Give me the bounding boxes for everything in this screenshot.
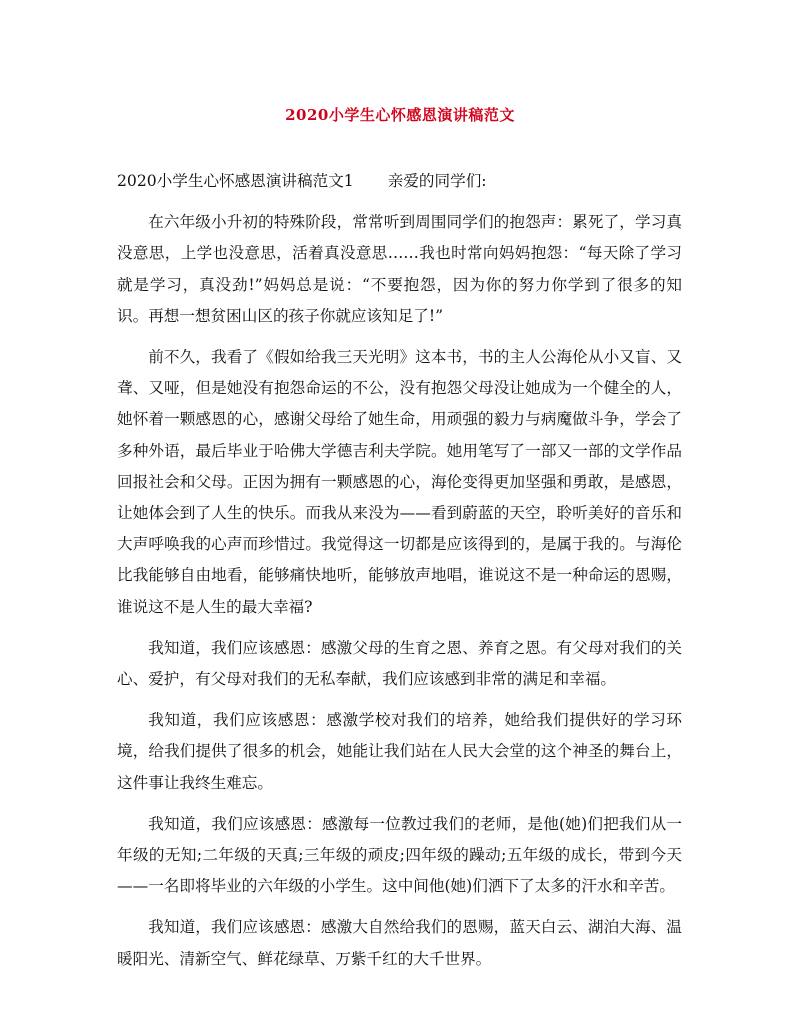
paragraph: 我知道，我们应该感恩：感激父母的生育之恩、养育之恩。有父母对我们的关心、爱护，有父母对我们的无私奉献，我们应该感到非常的满足和幸福。 [117, 638, 682, 689]
paragraph: 我知道，我们应该感恩：感激学校对我们的培养，她给我们提供好的学习环境，给我们提供了很多的机会，她能让我们站在人民大会堂的这个神圣的舞台上，这件事让我终生难忘。 [117, 711, 682, 792]
paragraph: 前不久，我看了《假如给我三天光明》这本书，书的主人公海伦从小又盲、又聋、又哑，但是她没有抱怨命运的不公，没有抱怨父母没让她成为一个健全的人，她怀着一颗感恩的心，感谢父母给了她生命，用顽强的毅力与病魔做斗争，学会了多种外语，最后毕业于哈佛大学德吉利夫学院。她用笔写了一部又一部的文学作品回报社会和父母。正因为拥有一颗感恩的心，海伦变得更加坚强和勇敢，是感恩，让她体会到了人生的快乐。而我从来没为——看到蔚蓝的天空，聆听美好的音乐和大声呼唤我的心声而珍惜过。我觉得这一切都是应该得到的，是属于我的。与海伦比我能够自由地看，能够痛快地听，能够放声地唱，谁说这不是一种命运的恩赐，谁说这不是人生的最大幸福? [117, 348, 682, 616]
document-body [117, 166, 682, 985]
document-title: 2020小学生心怀感恩演讲稿范文 [285, 106, 515, 124]
greeting: 亲爱的同学们: [387, 172, 487, 190]
paragraph: 在六年级小升初的特殊阶段，常常听到周围同学们的抱怨声：累死了，学习真没意思，上学也没意思，活着真没意思……我也时常向妈妈抱怨：“每天除了学习就是学习，真没劲!”妈妈总是说：“不要抱怨，因为你的努力你学到了很多的知识。再想一想贫困山区的孩子你就应该知足了!” [117, 213, 682, 325]
intro-line [117, 166, 682, 197]
paragraph: 我知道，我们应该感恩：感激每一位教过我们的老师，是他(她)们把我们从一年级的无知;二年级的天真;三年级的顽皮;四年级的躁动;五年级的成长，带到今天——一名即将毕业的六年级的小学生。这中间他(她)们洒下了太多的汗水和辛苦。 [117, 814, 682, 896]
paragraph: 我知道，我们应该感恩：感激大自然给我们的恩赐，蓝天白云、湖泊大海、温暖阳光、清新空气、鲜花绿草、万紫千红的大千世界。 [117, 918, 682, 968]
intro-heading: 2020小学生心怀感恩演讲稿范文1 [117, 172, 354, 190]
